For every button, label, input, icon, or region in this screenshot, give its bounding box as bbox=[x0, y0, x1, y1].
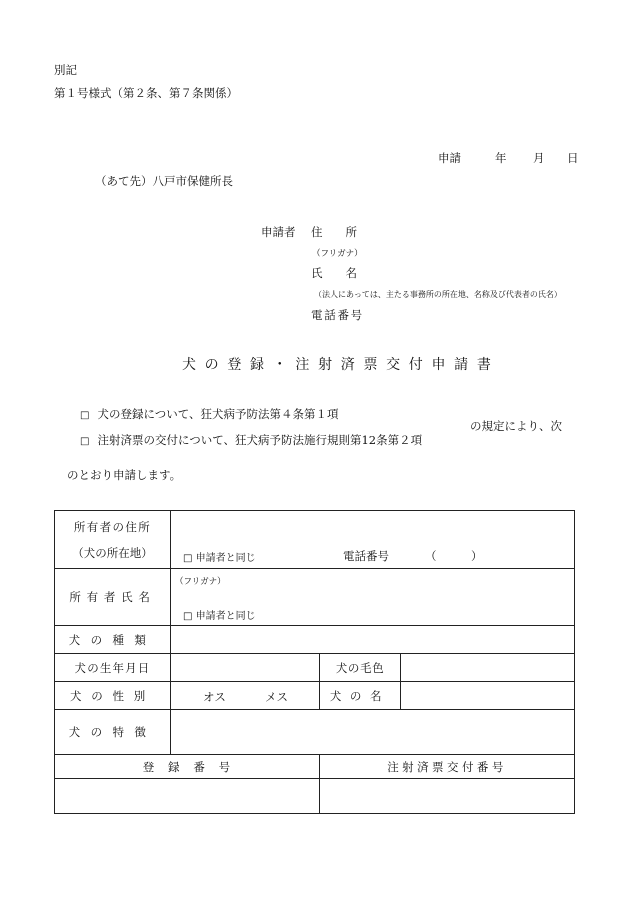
applicant-phone-label: 電話番号 bbox=[311, 308, 364, 322]
dog-info-table bbox=[54, 510, 575, 814]
option-registration[interactable] bbox=[80, 406, 339, 422]
owner-address-label-cell bbox=[55, 511, 171, 569]
owner-address-field[interactable] bbox=[171, 511, 575, 569]
dog-color-label: 犬の毛色 bbox=[320, 654, 401, 682]
dog-features-row bbox=[55, 710, 575, 755]
applicant-corp-note: （法人にあっては、主たる事務所の所在地、名称及び代表者の氏名） bbox=[314, 290, 562, 299]
date-day-label: 日 bbox=[567, 151, 579, 165]
owner-address-row bbox=[55, 511, 575, 569]
annex-label: 別記 bbox=[54, 63, 77, 77]
document-title: 犬の登録・注射済票交付申請書 bbox=[182, 357, 500, 373]
owner-name-field[interactable] bbox=[171, 569, 575, 626]
dog-kind-field[interactable] bbox=[171, 626, 575, 654]
owner-name-same-checkbox[interactable]: □ 申請者と同じ bbox=[183, 611, 256, 622]
dog-sex-label: 犬の性別 bbox=[55, 682, 171, 710]
options-suffix: の規定により、次 bbox=[470, 419, 562, 433]
dog-color-field[interactable] bbox=[401, 654, 575, 682]
applicant-address-label: 住 所 bbox=[311, 225, 357, 239]
numbers-header-row bbox=[55, 755, 575, 779]
dog-features-field[interactable] bbox=[171, 710, 575, 755]
applicant-furigana: （フリガナ） bbox=[312, 249, 363, 259]
owner-name-label: 所有者氏名 bbox=[55, 569, 171, 626]
dog-kind-label: 犬の種類 bbox=[55, 626, 171, 654]
addressee: （あて先）八戸市保健所長 bbox=[95, 174, 233, 188]
applicant-name-label: 氏 名 bbox=[311, 266, 357, 280]
registration-number-field[interactable] bbox=[55, 779, 320, 814]
dog-name-label: 犬の名 bbox=[320, 682, 401, 710]
dog-kind-row bbox=[55, 626, 575, 654]
form-number: 第１号様式（第２条、第７条関係） bbox=[54, 86, 238, 100]
owner-phone-paren[interactable]: （ ） bbox=[425, 549, 483, 563]
date-apply-label: 申請 bbox=[438, 151, 461, 165]
injection-tag-number-label: 注射済票交付番号 bbox=[320, 755, 575, 779]
dog-birth-color-row bbox=[55, 654, 575, 682]
injection-tag-checkbox[interactable]: □ bbox=[80, 436, 90, 447]
dog-birth-label: 犬の生年月日 bbox=[55, 654, 171, 682]
option-injection-tag-text: 注射済票の交付について、狂犬病予防法施行規則第12条第２項 bbox=[97, 433, 423, 447]
owner-name-row bbox=[55, 569, 575, 626]
numbers-value-row bbox=[55, 779, 575, 814]
option-registration-text: 犬の登録について、狂犬病予防法第４条第１項 bbox=[97, 407, 339, 421]
date-year-label: 年 bbox=[495, 151, 507, 165]
owner-address-label: 所有者の住所 bbox=[73, 519, 152, 534]
closing-text: のとおり申請します。 bbox=[67, 468, 182, 482]
dog-birth-field[interactable] bbox=[171, 654, 320, 682]
dog-location-label: （犬の所在地） bbox=[72, 545, 153, 560]
option-injection-tag[interactable] bbox=[80, 432, 422, 448]
sex-male-option[interactable]: オス bbox=[203, 690, 226, 704]
owner-name-furigana: （フリガナ） bbox=[175, 577, 226, 587]
dog-features-label: 犬の特徴 bbox=[55, 710, 171, 755]
dog-sex-field[interactable] bbox=[171, 682, 320, 710]
registration-number-label: 登 録 番 号 bbox=[55, 755, 320, 779]
owner-phone-label: 電話番号 bbox=[343, 549, 389, 563]
dog-sex-name-row bbox=[55, 682, 575, 710]
sex-female-option[interactable]: メス bbox=[265, 690, 288, 704]
applicant-role: 申請者 bbox=[261, 225, 296, 239]
date-month-label: 月 bbox=[533, 151, 545, 165]
owner-address-same-checkbox[interactable]: □ 申請者と同じ bbox=[183, 553, 256, 564]
injection-tag-number-field[interactable] bbox=[320, 779, 575, 814]
registration-checkbox[interactable]: □ bbox=[80, 410, 90, 421]
dog-name-field[interactable] bbox=[401, 682, 575, 710]
